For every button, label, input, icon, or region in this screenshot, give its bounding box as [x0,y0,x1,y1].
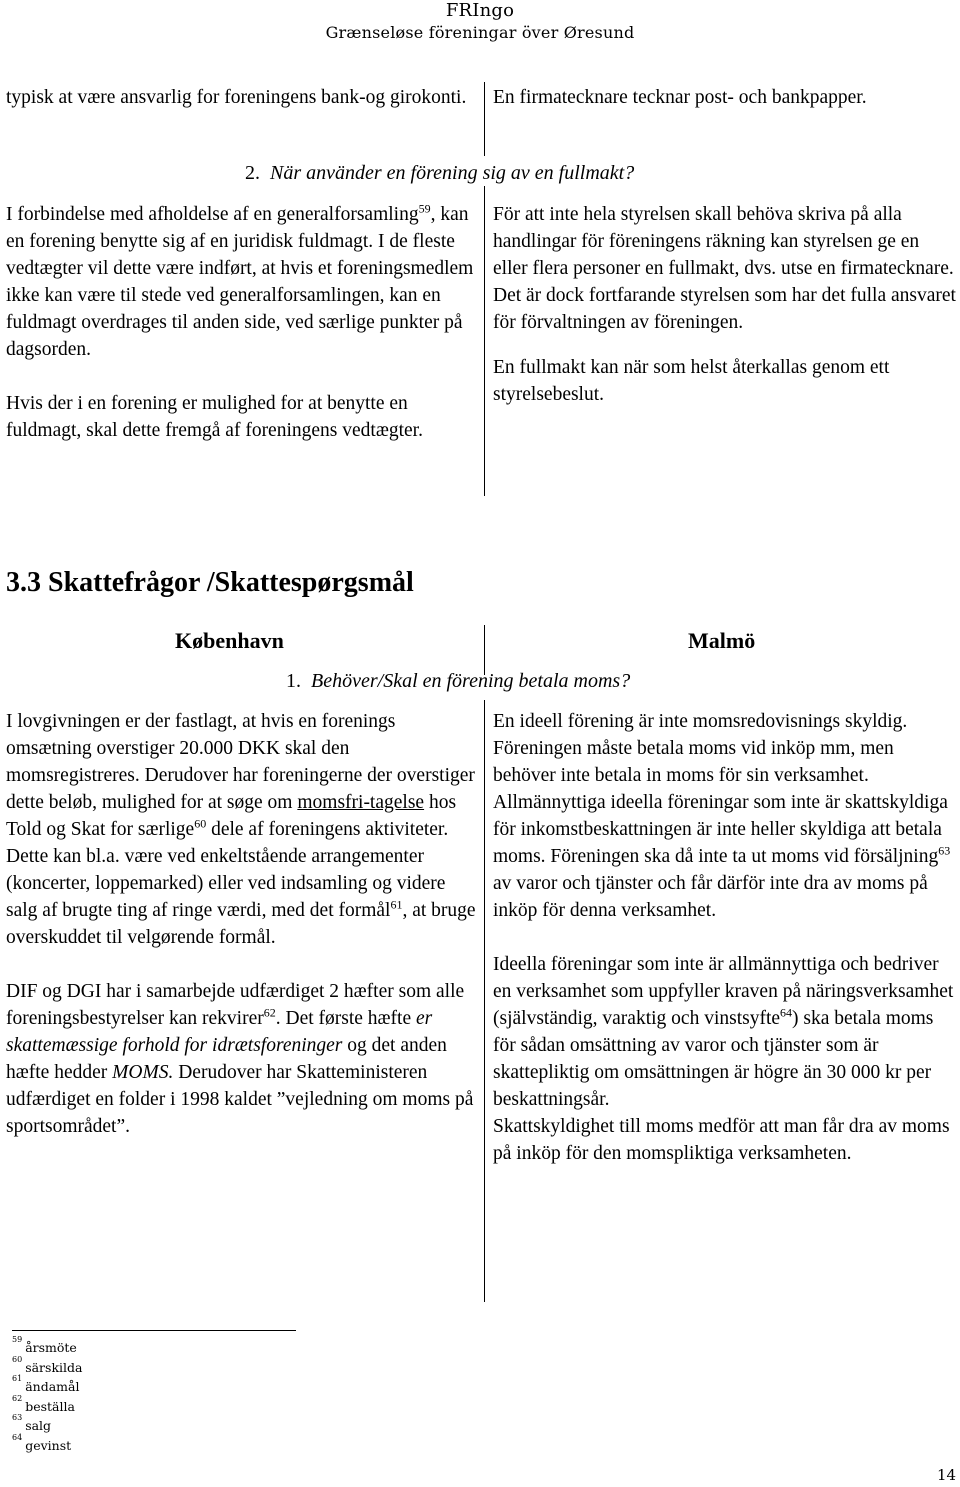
q1-right-paragraph-1: En ideell förening är inte momsredovisnings skyldig. Föreningen måste betala moms vid inköp mm, men behöver inte betala in moms för sin verksamhet. Allmännyttiga ideella föreningar som inte är skattskyldiga för inkomstbeskattningen är inte heller skyldiga att betala moms. Föreningen ska då inte ta ut moms vid försäljning$^{63}$ av varor och tjänster och får därför inte dra av moms på inköp för denna verksamhet. [493,711,951,921]
booklet-title-1: er skattemæssige forhold for idrætsforeninger [6,1008,433,1056]
q2-right-paragraph-1: För att inte hela styrelsen skall behöva skriva på alla handlingar för föreningens räkning kan styrelsen ge en eller flera personer en fullmakt, dvs. utse en firmatecknare. [493,204,954,279]
top-right-text: En firmatecknare tecknar post- och bankpapper. [493,87,867,108]
footnote-60: $^{60}$särskilda [12,1354,83,1375]
footnote-61: $^{61}$ändamål [12,1374,80,1394]
top-left-text: typisk at være ansvarlig for foreningens bank-og girokonti. [6,87,467,108]
footnote-ref: 63 [938,843,951,858]
question-1-number: 1. [286,670,301,692]
footnote-ref: 61 [390,897,403,912]
footnote-62: $^{62}$beställa [12,1393,75,1414]
footnote-separator [12,1330,296,1331]
q2-left-paragraph-2: Hvis der i en forening er mulighed for at benytte en fuldmagt, skal dette fremgå af foreningens vedtægter. [6,393,423,441]
footnote-64: $^{64}$gevinst [12,1432,72,1453]
q1-left-column [6,708,480,1140]
footnote-ref: 59 [418,201,431,216]
question-2-number: 2. [245,162,260,184]
header-subtitle: Grænseløse föreningar över Øresund [325,23,635,42]
footnote-ref: 62 [263,1005,276,1020]
column-divider [484,186,485,496]
section-title: 3.3 Skattefrågor /Skattespørgsmål [6,567,414,598]
momsfri-link: momsfri-tagelse [297,792,425,813]
q2-right-column [493,201,958,408]
q2-left-paragraph-1: I forbindelse med afholdelse af en generalforsamling$^{59}$, kan en forening benytte sig af en juridisk fuldmagt. I de fleste vedtægter vil dette være indført, at hvis et foreningsmedlem ikke kan være til stede ved generalforsamlingen, kan en fuldmagt overdrages til anden side, ved særlige punkter på dagsorden. [6,201,474,360]
q2-right-paragraph-3: En fullmakt kan när som helst återkallas genom ett styrelsebeslut. [493,357,890,405]
column-divider [484,82,485,156]
footnote-63: $^{63}$salg [12,1413,52,1433]
q1-right-paragraph-3: Skattskyldighet till moms medför att man får dra av moms på inköp för den momspliktiga verksamheten. [493,1116,950,1164]
question-1-text: Behöver/Skal en förening betala moms? [311,670,631,692]
footnote-ref: 64 [780,1005,793,1020]
footnote-59: $^{59}$årsmöte [12,1335,77,1355]
header-title: FRIngo [445,0,515,21]
question-2-heading [245,160,960,186]
q2-left-column [6,201,476,444]
q1-left-paragraph-2: DIF og DGI har i samarbejde udfærdiget 2 hæfter som alle foreningsbestyrelser kan rekvirer$^{62}$. Det første hæfte er skattemæssige forhold for idrætsforeninger og det anden hæfte hedder MOMS. Derudover har Skatteministeren udfærdiget en folder i 1998 kaldet ”vejledning om moms på sportsområdet”. [6,981,474,1137]
page-number: 14 [937,1466,957,1484]
footnote-ref: 60 [194,816,207,831]
q2-right-paragraph-2: Det är dock fortfarande styrelsen som har det fulla ansvaret för förvaltningen av föreningen. [493,285,956,333]
q1-left-paragraph-1: I lovgivningen er der fastlagt, at hvis en forenings omsætning overstiger 20.000 DKK skal den momsregistreres. Derudover har foreningerne der overstiger dette beløb, mulighed for at søge om momsfri-tagelse hos Told og Skat for særlige$^{60}$ dele af foreningens aktiviteter. Dette kan bl.a. være ved enkeltstående arrangementer (koncerter, loppemarked) eller ved indsamling og videre salg af brugte ting af ringe værdi, med det formål$^{61}$, at bruge overskuddet til velgørende formål. [6,711,476,948]
question-2-text: När använder en förening sig av en fullmakt? [270,162,635,184]
footnotes [12,1335,83,1455]
city-left: København [175,628,284,653]
q1-right-paragraph-2: Ideella föreningar som inte är allmännyttiga och bedriver en verksamhet som uppfyller kraven på näringsverksamhet (självständig, varaktig och vinstsyfte$^{64}$) ska betala moms för sådan omsättning av varor och tjänster som är skattepliktig om omsättningen är högre än 30 000 kr per beskattningsår. [493,954,954,1110]
booklet-title-2: MOMS. [112,1062,174,1083]
question-1-heading [286,668,960,694]
q1-right-column [493,708,960,1167]
city-right: Malmö [688,628,756,653]
column-divider [484,700,485,1302]
